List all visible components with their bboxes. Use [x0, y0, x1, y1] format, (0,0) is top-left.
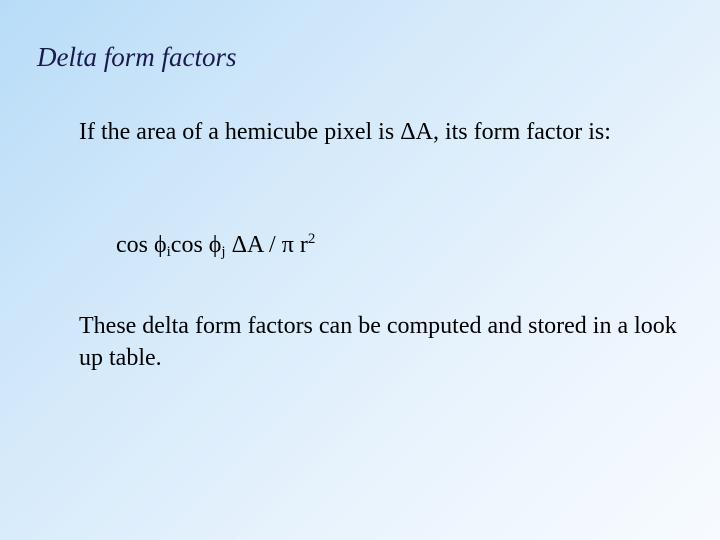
body-paragraph-lookup-table: These delta form factors can be computed and stored in a look up table. [79, 313, 677, 371]
formula-cos-phi-j: cos ϕ [170, 232, 222, 258]
form-factor-formula [116, 229, 315, 261]
formula-delta-a-over-pi-r: ΔA / π r [225, 232, 308, 258]
formula-cos-phi-i: cos ϕ [116, 232, 167, 258]
slide-title: Delta form factors [37, 42, 237, 72]
body-paragraph-hemicube: If the area of a hemicube pixel is ΔA, its form factor is: [79, 119, 611, 145]
formula-superscript-2: 2 [307, 231, 316, 247]
formula-subscript-i: i [166, 244, 171, 260]
formula-subscript-j: j [221, 244, 226, 260]
